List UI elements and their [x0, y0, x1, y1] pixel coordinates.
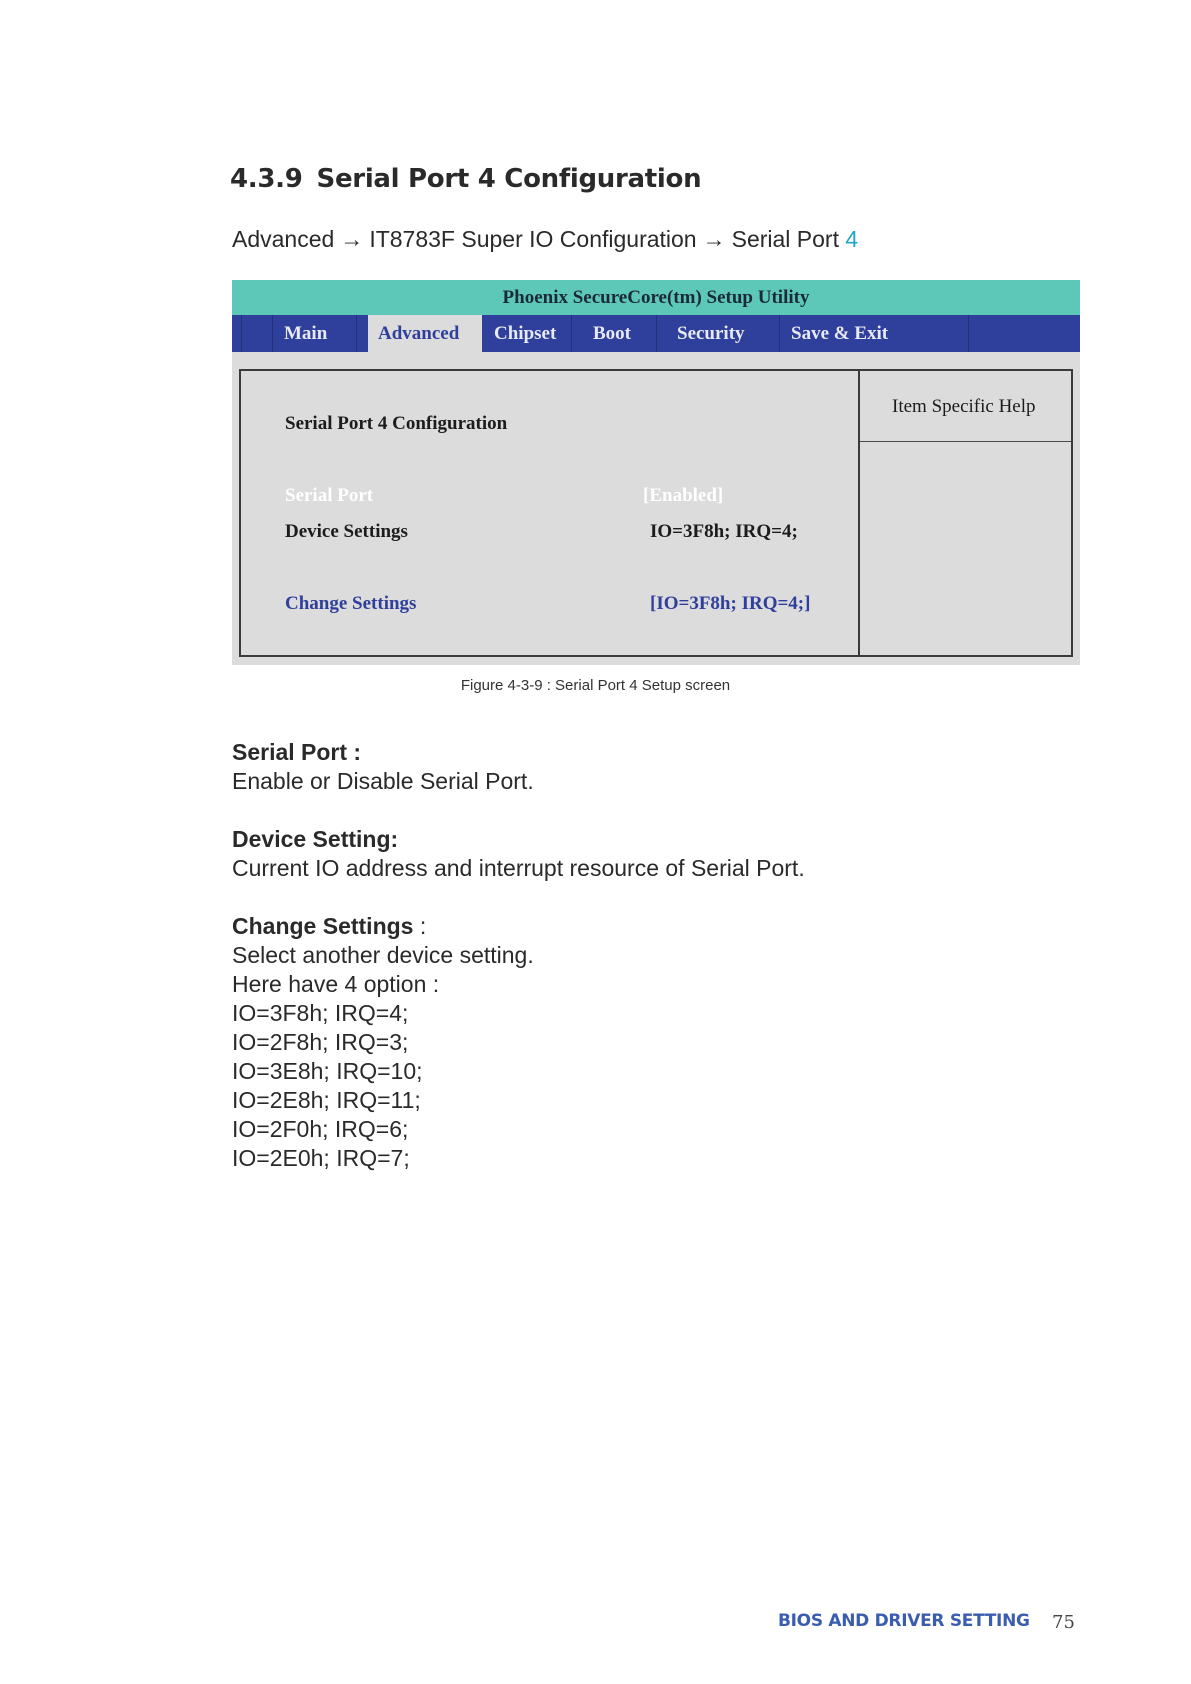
change-settings-label[interactable]: Change Settings: [285, 593, 417, 614]
menu-separator: [571, 315, 572, 352]
serial-port-value[interactable]: [Enabled]: [643, 485, 724, 506]
menu-separator: [968, 315, 969, 352]
device-settings-label: Device Settings: [285, 521, 408, 542]
list-item: Here have 4 option :: [232, 971, 440, 997]
change-settings-value[interactable]: [IO=3F8h; IRQ=4;]: [650, 593, 811, 614]
list-item: IO=2E0h; IRQ=7;: [232, 1145, 410, 1171]
breadcrumb-port-number: 4: [845, 226, 859, 252]
bios-menu-bar: [232, 315, 1080, 352]
device-setting-description: Current IO address and interrupt resource of Serial Port.: [232, 855, 805, 881]
bios-title-bar: Phoenix SecureCore(tm) Setup Utility: [232, 280, 1080, 315]
breadcrumb: [232, 226, 858, 253]
help-separator: [860, 441, 1071, 442]
menu-tab-security[interactable]: Security: [677, 323, 745, 344]
help-title: Item Specific Help: [892, 396, 1036, 417]
menu-tab-save-exit[interactable]: Save & Exit: [791, 323, 889, 344]
device-setting-heading: Device Setting:: [232, 826, 399, 852]
serial-port-heading: Serial Port :: [232, 739, 362, 765]
section-heading: [230, 164, 701, 194]
panel-title: Serial Port 4 Configuration: [285, 413, 508, 434]
menu-tab-boot[interactable]: Boot: [593, 323, 631, 344]
list-item: IO=2F0h; IRQ=6;: [232, 1116, 409, 1142]
menu-tab-main[interactable]: Main: [284, 323, 328, 344]
breadcrumb-arrow-icon: →: [702, 226, 726, 252]
menu-separator: [779, 315, 780, 352]
menu-separator: [356, 315, 357, 352]
figure-caption: Figure 4-3-9 : Serial Port 4 Setup screen: [460, 677, 731, 694]
list-item: IO=3E8h; IRQ=10;: [232, 1058, 423, 1084]
breadcrumb-part-advanced: Advanced: [232, 226, 335, 252]
section-number: 4.3.9: [230, 164, 303, 194]
page-number: 75: [1052, 1612, 1075, 1633]
bios-setup-screen: [232, 280, 1080, 665]
menu-separator: [272, 315, 273, 352]
list-item: IO=3F8h; IRQ=4;: [232, 1000, 409, 1026]
breadcrumb-arrow-icon: →: [340, 226, 364, 252]
menu-tab-chipset[interactable]: Chipset: [494, 323, 557, 344]
change-settings-heading: [232, 913, 426, 940]
serial-port-description: Enable or Disable Serial Port.: [232, 768, 534, 794]
panel-divider: [858, 371, 860, 655]
section-title: Serial Port 4 Configuration: [316, 164, 702, 194]
bios-settings-panel: [239, 369, 1073, 657]
change-settings-heading-suffix: :: [413, 913, 427, 939]
breadcrumb-part-superio: IT8783F Super IO Configuration: [369, 226, 697, 252]
footer-section-title: BIOS AND DRIVER SETTING: [778, 1611, 1030, 1631]
menu-separator: [241, 315, 242, 352]
list-item: Select another device setting.: [232, 942, 534, 968]
change-settings-heading-text: Change Settings: [232, 913, 414, 939]
device-settings-value: IO=3F8h; IRQ=4;: [650, 521, 798, 542]
breadcrumb-part-serial-port: Serial Port: [731, 226, 839, 252]
list-item: IO=2E8h; IRQ=11;: [232, 1087, 421, 1113]
list-item: IO=2F8h; IRQ=3;: [232, 1029, 409, 1055]
menu-tab-advanced[interactable]: Advanced: [368, 315, 482, 352]
menu-separator: [656, 315, 657, 352]
serial-port-label[interactable]: Serial Port: [285, 485, 374, 506]
